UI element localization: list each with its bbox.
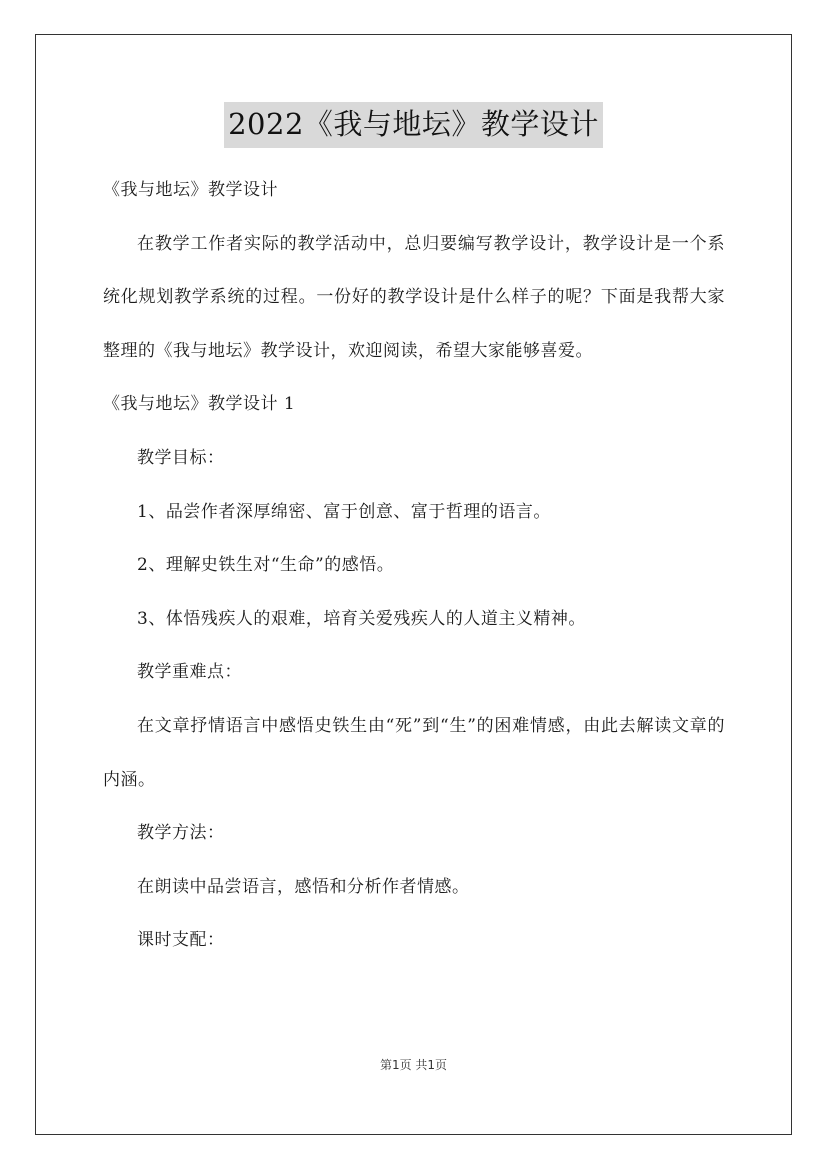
section-heading: 《我与地坛》教学设计 1: [103, 394, 296, 415]
body-paragraph: 在朗读中品尝语言，感悟和分析作者情感。: [137, 876, 470, 897]
page-footer: 第1页 共1页: [379, 1058, 448, 1072]
body-paragraph: 1、品尝作者深厚绵密、富于创意、富于哲理的语言。: [137, 501, 551, 522]
body-paragraph: 教学目标：: [137, 447, 225, 468]
body-paragraph: 2、理解史铁生对“生命”的感悟。: [137, 555, 395, 576]
body-paragraph: 在教学工作者实际的教学活动中，总归要编写教学设计，教学设计是一个系统化规划教学系统的过程。一份好的教学设计是什么样子的呢？下面是我帮大家整理的《我与地坛》教学设计，欢迎阅读，希望大家能够喜爱。: [103, 233, 725, 361]
body-paragraph: 课时支配：: [137, 930, 225, 951]
body-paragraph: 教学重难点：: [137, 662, 242, 683]
document-title: 2022《我与地坛》教学设计: [224, 102, 603, 148]
title-container: [0, 102, 827, 148]
document-body: [103, 164, 725, 968]
section-heading: 《我与地坛》教学设计: [103, 180, 278, 200]
body-paragraph: 教学方法：: [137, 823, 225, 844]
body-paragraph: 在文章抒情语言中感悟史铁生由“死”到“生”的困难情感，由此去解读文章的内涵。: [103, 715, 725, 790]
body-paragraph: 3、体悟残疾人的艰难，培育关爱残疾人的人道主义精神。: [137, 608, 586, 629]
